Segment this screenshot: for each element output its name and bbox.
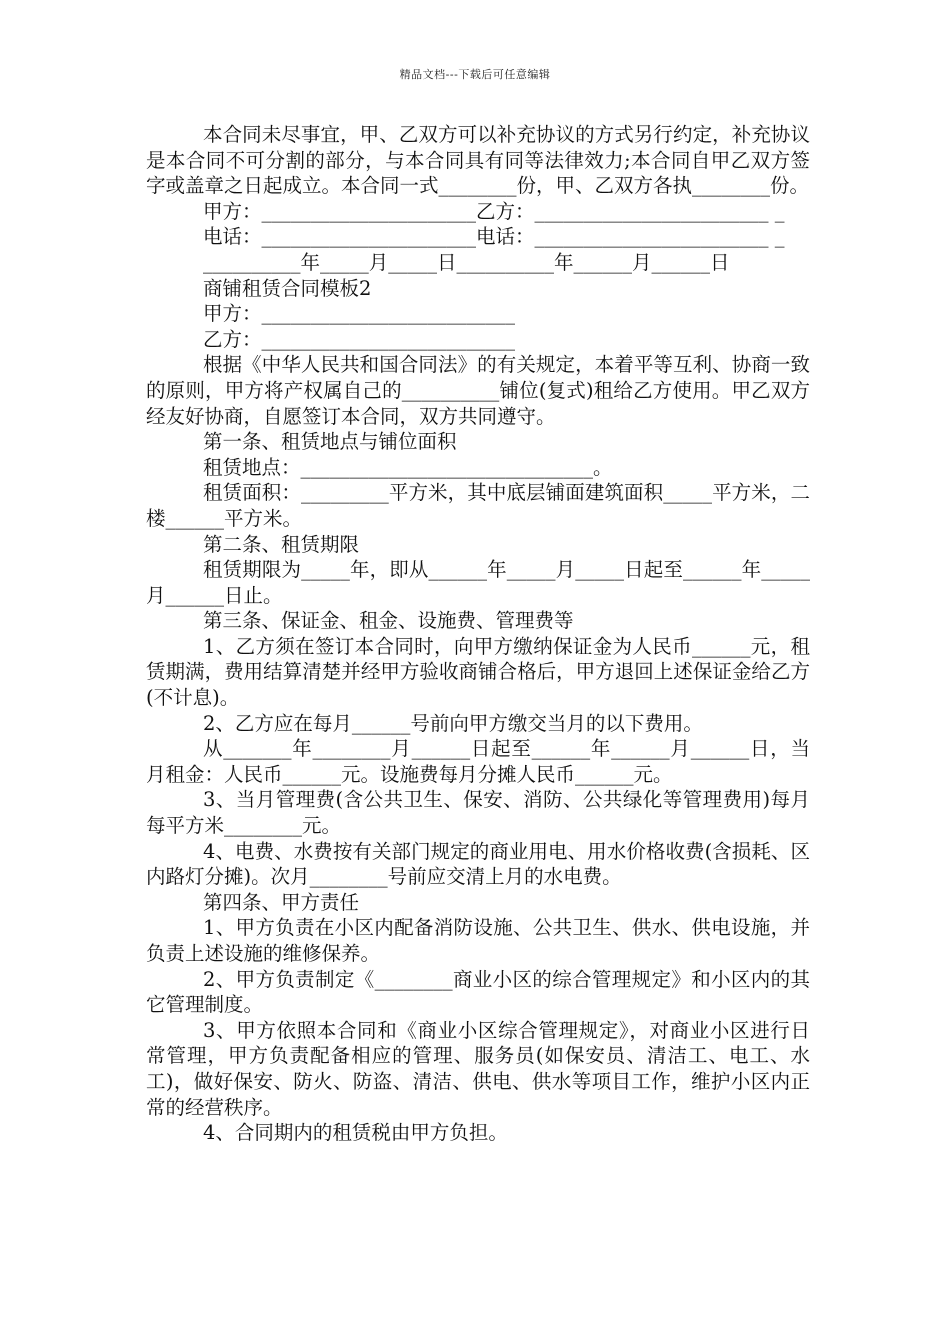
utility-fee-clause: 4、电费、水费按有关部门规定的商业用电、用水价格收费(含损耗、区内路灯分摊)。次月________号前应交清上月的水电费。 <box>146 839 810 889</box>
article-1-heading: 第一条、租赁地点与铺位面积 <box>203 430 457 454</box>
paragraph-preamble: 根据《中华人民共和国合同法》的有关规定，本着平等互利、协商一致的原则，甲方将产权属自己的__________铺位(复式)租给乙方使用。甲乙双方经友好协商，自愿签订本合同，双方共同遵守。 <box>146 353 810 428</box>
rent-period-clause: 从_______年________月______日起至______年______月______日，当月租金：人民币______元。设施费每月分摊人民币______元。 <box>146 737 810 786</box>
party-a-line: 甲方：__________________________ <box>203 302 516 326</box>
header-note: 精品文档---下载后可任意编辑 <box>399 68 551 81</box>
party-a-duty-3: 3、甲方依照本合同和《商业小区综合管理规定》，对商业小区进行日常管理，甲方负责配备相应的管理、服务员(如保安员、清洁工、电工、水工)，做好保安、防火、防盗、清洁、供电、供水等项目工作，维护小区内正常的经营秩序。 <box>146 1018 810 1119</box>
contract-body <box>146 122 810 1146</box>
signature-phone-line: 电话：______________________电话：________________________ _ <box>203 225 785 249</box>
management-fee-clause: 3、当月管理费(含公共卫生、保安、消防、公共绿化等管理费用)每月每平方米________元。 <box>146 788 810 838</box>
signature-date-line: __________年_____月_____日__________年______月______日 <box>203 250 730 274</box>
article-4-heading: 第四条、甲方责任 <box>203 890 360 914</box>
lease-term-line: 租赁期限为_____年，即从______年_____月_____日起至______年_____月______日止。 <box>146 558 810 607</box>
monthly-fee-clause: 2、乙方应在每月______号前向甲方缴交当月的以下费用。 <box>203 711 703 735</box>
article-2-heading: 第二条、租赁期限 <box>203 532 360 556</box>
party-b-line: 乙方：__________________________ <box>203 327 516 351</box>
lease-area-line: 租赁面积：_________平方米，其中底层铺面建筑面积_____平方米，二楼______平方米。 <box>146 481 810 530</box>
party-a-duty-1: 1、甲方负责在小区内配备消防设施、公共卫生、供水、供电设施，并负责上述设施的维修保养。 <box>146 916 810 965</box>
party-a-duty-2: 2、甲方负责制定《________商业小区的综合管理规定》和小区内的其它管理制度。 <box>146 967 810 1017</box>
lease-location-line: 租赁地点：______________________________。 <box>203 455 613 479</box>
deposit-clause: 1、乙方须在签订本合同时，向甲方缴纳保证金为人民币______元，租赁期满，费用结算清楚并经甲方验收商铺合格后，甲方退回上述保证金给乙方(不计息)。 <box>146 634 810 710</box>
party-a-duty-4: 4、合同期内的租赁税由甲方负担。 <box>203 1121 508 1145</box>
paragraph-supplementary-terms: 本合同未尽事宜，甲、乙双方可以补充协议的方式另行约定，补充协议是本合同不可分割的部分，与本合同具有同等法律效力;本合同自甲乙双方签字或盖章之日起成立。本合同一式________份，甲、乙双方各执________份。 <box>146 123 810 198</box>
article-3-heading: 第三条、保证金、租金、设施费、管理费等 <box>203 609 574 633</box>
signature-party-line: 甲方：______________________乙方：________________________ _ <box>203 199 785 223</box>
section-title: 商铺租赁合同模板2 <box>203 276 372 300</box>
